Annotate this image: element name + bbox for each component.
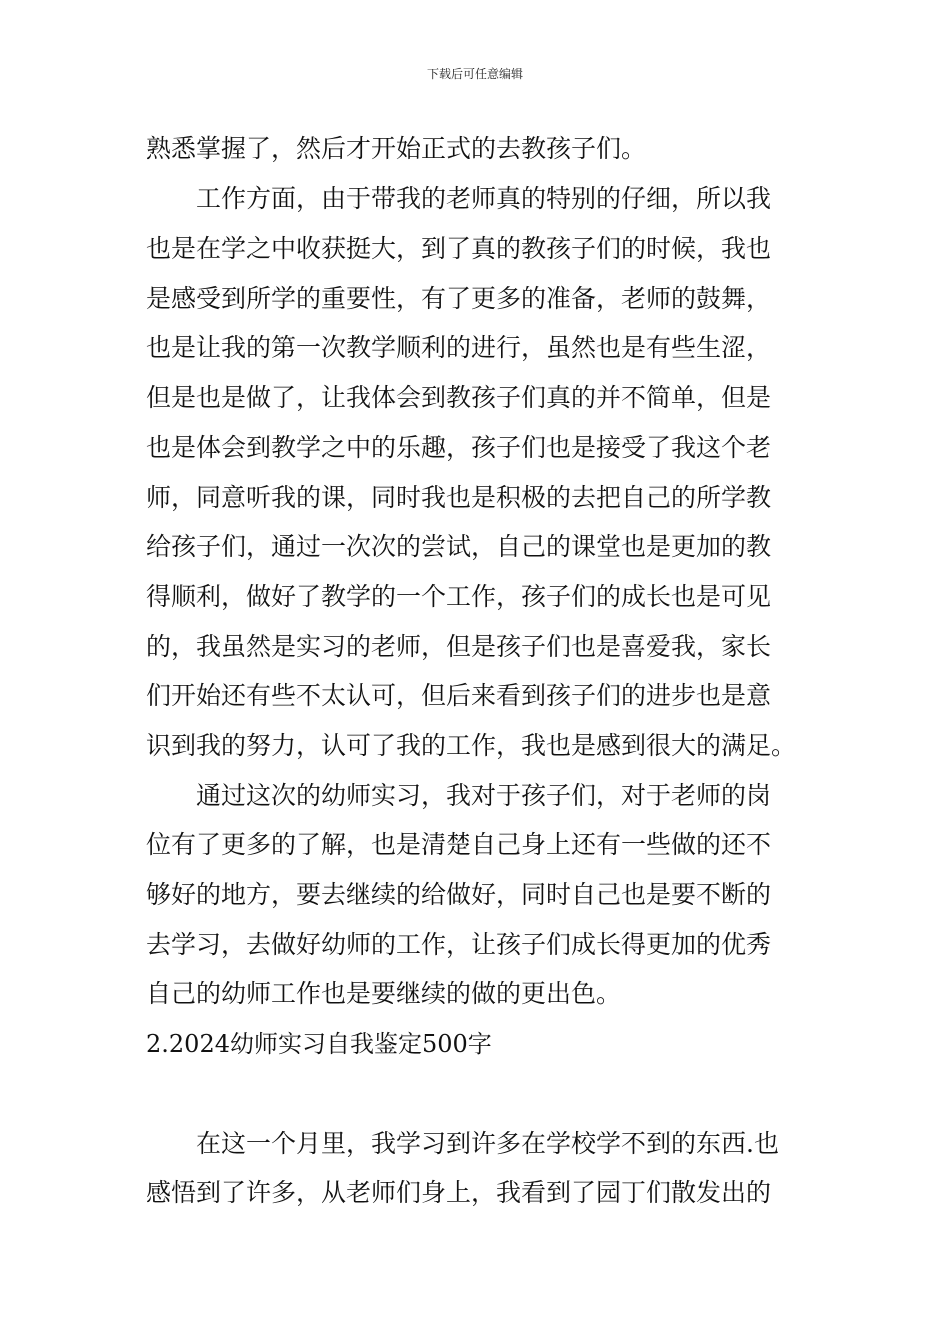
text-line: 也是在学之中收获挺大，到了真的教孩子们的时候，我也: [146, 234, 772, 263]
text-line: 够好的地方，要去继续的给做好，同时自己也是要不断的: [146, 880, 772, 909]
text-line: 熟悉掌握了，然后才开始正式的去教孩子们。: [146, 134, 647, 163]
page-header: 下载后可任意编辑: [426, 67, 523, 81]
text-line: 也是体会到教学之中的乐趣，孩子们也是接受了我这个老: [146, 433, 772, 462]
text-line: 感悟到了许多，从老师们身上，我看到了园丁们散发出的: [146, 1178, 772, 1207]
text-line: 通过这次的幼师实习，我对于孩子们，对于老师的岗: [196, 781, 772, 810]
text-line: 识到我的努力，认可了我的工作，我也是感到很大的满足。: [146, 731, 797, 760]
text-line: 得顺利，做好了教学的一个工作，孩子们的成长也是可见: [146, 582, 772, 611]
text-line: 自己的幼师工作也是要继续的做的更出色。: [146, 979, 622, 1008]
text-line: 位有了更多的了解，也是清楚自己身上还有一些做的还不: [146, 830, 772, 859]
text-line: 在这一个月里，我学习到许多在学校学不到的东西.也: [196, 1129, 779, 1158]
text-line: 但是也是做了，让我体会到教孩子们真的并不简单，但是: [146, 383, 772, 412]
text-line: 去学习，去做好幼师的工作，让孩子们成长得更加的优秀: [146, 930, 772, 959]
text-line: 是感受到所学的重要性，有了更多的准备，老师的鼓舞，: [146, 284, 772, 313]
text-line: 的，我虽然是实习的老师，但是孩子们也是喜爱我，家长: [146, 632, 772, 661]
text-line: 们开始还有些不太认可，但后来看到孩子们的进步也是意: [146, 681, 772, 710]
text-line: 师，同意听我的课，同时我也是积极的去把自己的所学教: [146, 483, 772, 512]
text-line: 工作方面，由于带我的老师真的特别的仔细，所以我: [196, 184, 772, 213]
section-heading: 2.2024幼师实习自我鉴定500字: [146, 1030, 492, 1058]
text-line: 也是让我的第一次教学顺利的进行，虽然也是有些生涩，: [146, 333, 772, 362]
text-line: 给孩子们，通过一次次的尝试，自己的课堂也是更加的教: [146, 532, 772, 561]
